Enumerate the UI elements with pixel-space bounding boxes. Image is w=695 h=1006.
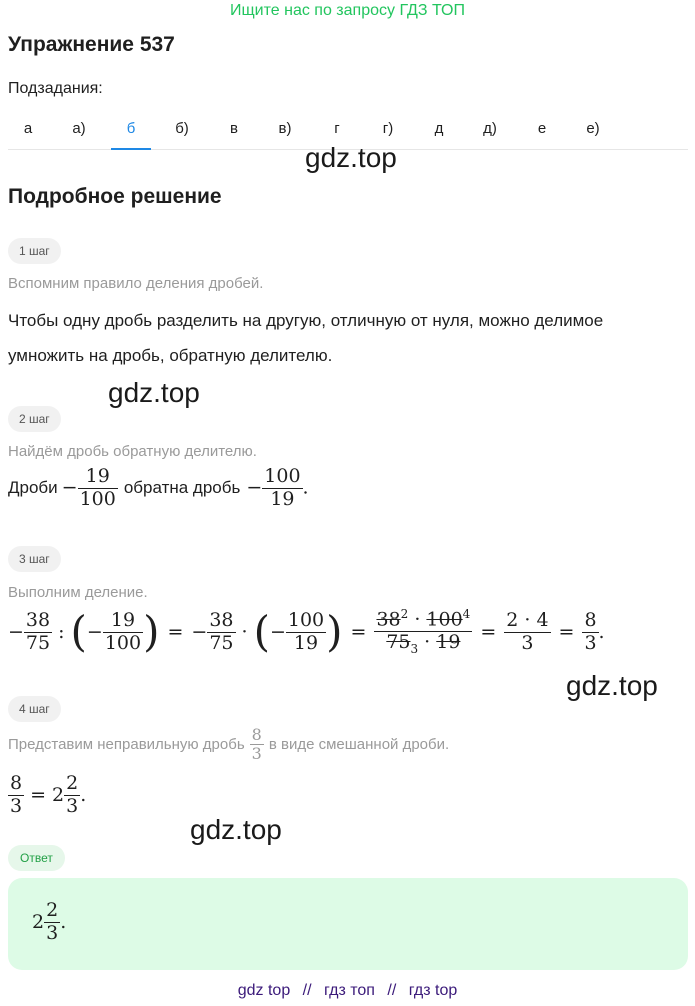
watermark: gdz.top [566,670,658,701]
step-badge: 4 шаг [8,696,61,722]
step-hint: Представим неправильную дробь [8,736,245,754]
tab-subtask[interactable]: е) [586,120,600,137]
step-math-line [8,466,309,511]
answer-badge: Ответ [8,845,65,871]
footer-link[interactable]: gdz top [237,982,291,999]
tab-subtask[interactable]: г) [382,120,394,137]
tab-subtask[interactable]: а [23,120,33,137]
tab-subtask[interactable]: д) [483,120,497,137]
step-hint-line [8,726,449,764]
footer-separator: // [387,982,397,999]
math-expression: − $\frac{19}{100}$ [61,465,116,510]
tab-subtask[interactable]: а) [72,120,86,137]
watermark: gdz.top [190,814,282,845]
tab-subtask[interactable]: в [230,120,238,137]
tab-subtask-active[interactable]: б [111,110,151,150]
tab-subtask[interactable]: б) [175,120,189,137]
promo-banner[interactable]: Ищите нас по запросу ГДЗ ТОП [230,2,465,19]
tab-subtask[interactable]: д [434,120,444,137]
step-text: Чтобы одну дробь разделить на другую, отличную от нуля, можно делимое [8,311,604,330]
math-expression: $\frac{8}{3}$ [251,725,262,764]
solution-title: Подробное решение [8,185,222,208]
step-badge: 3 шаг [8,546,61,572]
footer-link[interactable]: гдз top [408,982,458,999]
exercise-title: Упражнение 537 [8,33,175,56]
step-hint: Найдём дробь обратную делителю. [8,443,257,460]
step-badge: 1 шаг [8,238,61,264]
step-hint: Вспомним правило деления дробей. [8,275,264,292]
footer-link[interactable]: гдз топ [324,982,375,999]
step-text: Дроби [8,478,58,498]
tab-subtask[interactable]: в) [278,120,292,137]
watermark: gdz.top [305,142,397,173]
step-text: обратна дробь [123,478,241,498]
step-hint: Выполним деление. [8,584,148,601]
math-expression: − $\frac{100}{19}$ . [246,465,309,510]
tab-subtask[interactable]: е [537,120,547,137]
step-badge: 2 шаг [8,406,61,432]
footer-separator: // [302,982,312,999]
tab-subtask[interactable]: г [334,120,340,137]
subtasks-label: Подзадания: [8,80,103,97]
mixed-fraction-equation: $\frac{8}{3}$ = 2 $\frac{2}{3}$ . [10,772,87,817]
footer-links [0,982,695,1000]
step-hint: в виде смешанной дроби. [268,736,450,754]
watermark: gdz.top [108,377,200,408]
answer-box [8,878,688,970]
step-text: умножить на дробь, обратную делителю. [8,346,333,365]
division-equation: − $\frac{38}{75}$ : ( − $\frac{19}{100}$ ) = − $\frac{38}{75}$ · ( − $\frac{100}{19}$ ) = $\frac{38^2 \cdot 100^4}{75_3 \cdot 19}$ = $\frac{2 \cdot 4}{3}$ = $\frac{8}{3}$ . [8,607,605,657]
answer-value: 2 $\frac{2}{3}$ . [32,899,67,944]
